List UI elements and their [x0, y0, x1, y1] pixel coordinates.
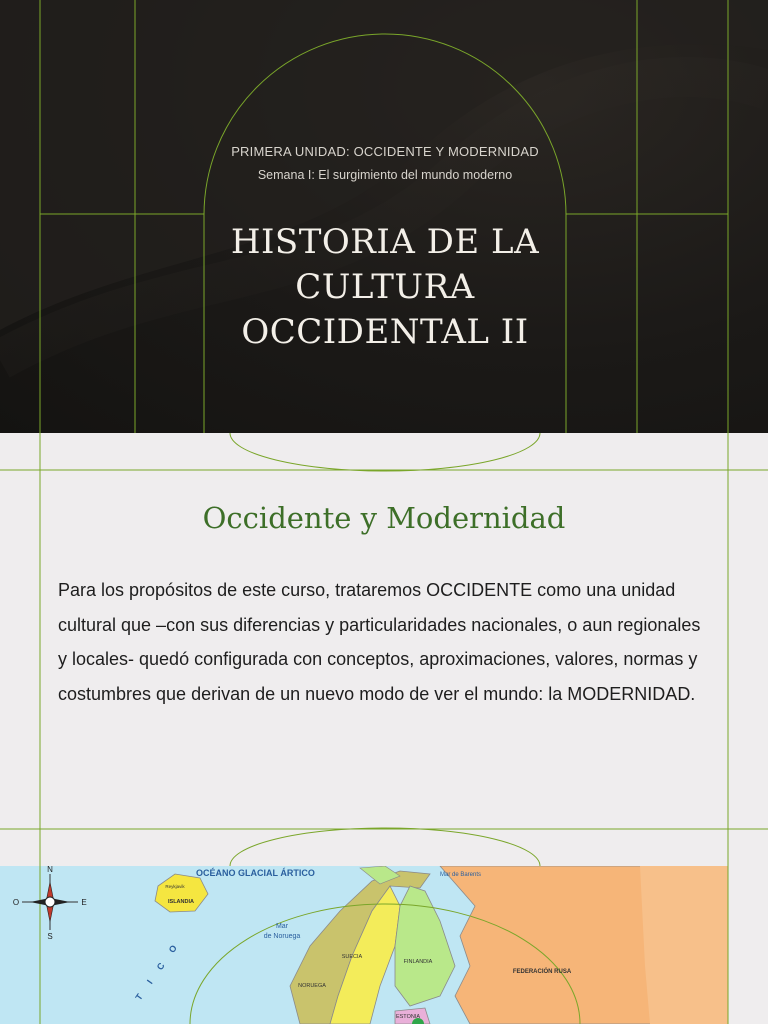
map-slide [0, 866, 768, 1024]
cover-slide [0, 0, 768, 433]
week-label: Semana I: El surgimiento del mundo moderno [257, 168, 513, 182]
sea-label-1: Mar [275, 923, 289, 930]
norway-label: NORUEGA [298, 983, 326, 989]
cover-title-line-2: CULTURA [295, 267, 475, 307]
sweden-label: SUECIA [341, 954, 363, 960]
cover-background-graphic [0, 0, 768, 433]
estonia-label: ESTONIA [395, 1014, 421, 1020]
finland-label: FINLANDIA [403, 959, 433, 965]
compass-south: S [47, 932, 53, 941]
compass-east: E [81, 898, 87, 907]
compass-north: N [47, 866, 53, 874]
cover-title [204, 220, 566, 355]
content-slide [0, 433, 768, 866]
section-paragraph: Para los propósitos de este curso, trataremos OCCIDENTE como una unidad cultural que –con sus diferencias y particularidades nacionales, o aun regionales y locales- quedó configurada con conceptos, aproximaciones, valores, normas y costumbres que derivan de un nuevo modo de ver el mundo: la MODERNIDAD. [58, 580, 701, 704]
atlantic-label: T I C O [133, 938, 183, 1003]
section-heading: Occidente y Modernidad [202, 501, 566, 535]
ocean-label: OCÉANO GLACIAL ÁRTICO [196, 868, 315, 878]
cover-title-line-3: OCCIDENTAL II [241, 312, 529, 352]
compass-west: O [12, 898, 20, 907]
cover-title-line-1: HISTORIA DE LA [230, 222, 540, 262]
europe-map [0, 866, 768, 1024]
iceland-capital-label: Reykjavik [165, 884, 185, 889]
sea-label-2: de Noruega [263, 933, 301, 940]
barents-label: Mar de Barents [440, 872, 482, 878]
russia-label: FEDERACIÓN RUSA [512, 969, 572, 975]
iceland-label: ISLANDIA [168, 899, 194, 905]
unit-label: PRIMERA UNIDAD: OCCIDENTE Y MODERNIDAD [231, 144, 539, 159]
